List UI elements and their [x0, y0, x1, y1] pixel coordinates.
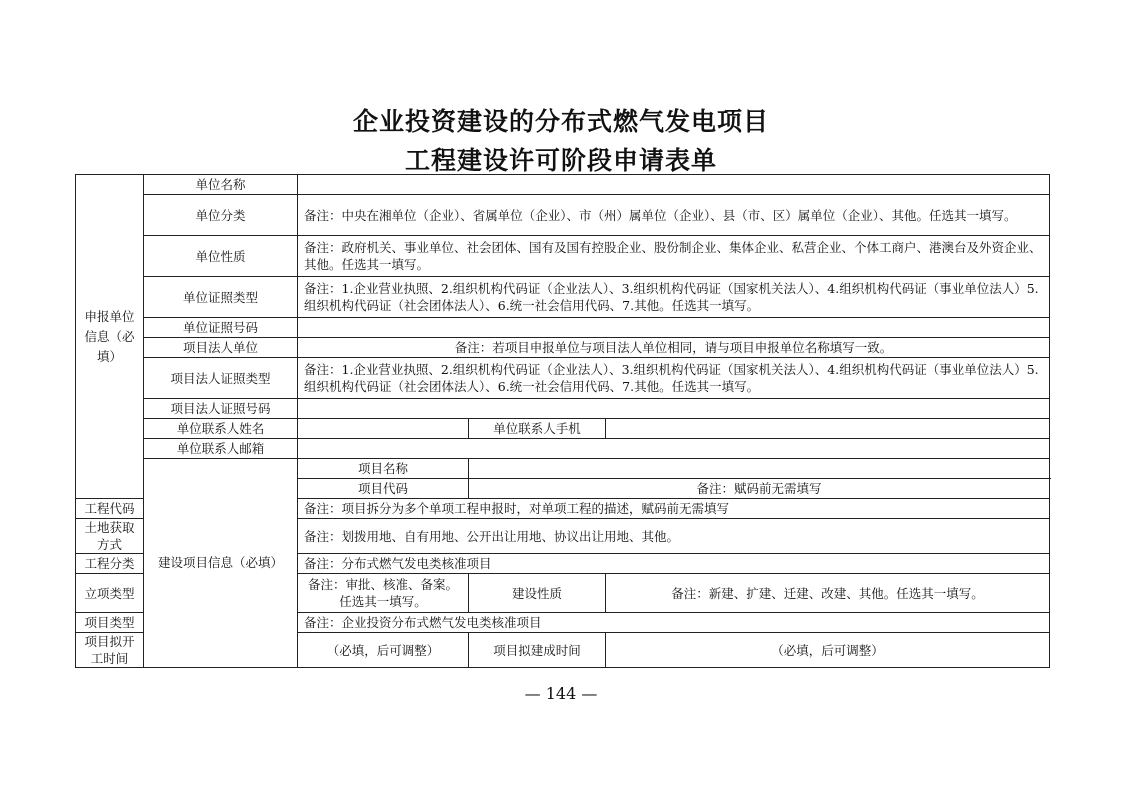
field-contact-email[interactable]: [298, 439, 1050, 459]
section-label-project: 建设项目信息（必填）: [144, 459, 298, 668]
note-land-method[interactable]: 备注：划拨用地、自有用地、公开出让用地、协议出让用地、其他。: [298, 519, 1050, 554]
page-number: — 144 —: [524, 684, 598, 703]
application-form-table: [75, 174, 1050, 668]
label-engineering-category: 工程分类: [76, 554, 144, 574]
label-unit-category: 单位分类: [144, 195, 298, 236]
table-row: [76, 318, 1050, 338]
section-label-applicant: 申报单位信息（必填）: [76, 175, 144, 499]
form-title-line1: 企业投资建设的分布式燃气发电项目: [352, 107, 769, 136]
label-start-time: 项目拟开工时间: [76, 633, 144, 668]
label-legal-cert-no: 项目法人证照号码: [144, 399, 298, 419]
label-contact-name: 单位联系人姓名: [144, 419, 298, 439]
field-unit-cert-no[interactable]: [298, 318, 1050, 338]
note-project-type[interactable]: 备注：企业投资分布式燃气发电类核准项目: [298, 613, 1050, 633]
table-row: [76, 439, 1050, 459]
field-contact-name[interactable]: [298, 419, 469, 439]
label-unit-nature: 单位性质: [144, 236, 298, 277]
table-row: [76, 175, 1050, 195]
label-project-name: 项目名称: [298, 459, 469, 479]
note-approval-type[interactable]: 备注：审批、核准、备案。任选其一填写。: [298, 574, 469, 613]
note-finish-time[interactable]: （必填，后可调整）: [606, 633, 1050, 668]
field-contact-phone[interactable]: [606, 419, 1050, 439]
table-row: [76, 338, 1050, 358]
note-unit-nature[interactable]: 备注：政府机关、事业单位、社会团体、国有及国有控股企业、股份制企业、集体企业、私营企业、个体工商户、港澳台及外资企业、其他。任选其一填写。: [298, 236, 1050, 277]
label-land-method: 土地获取方式: [76, 519, 144, 554]
label-engineering-code: 工程代码: [76, 499, 144, 519]
label-unit-cert-type: 单位证照类型: [144, 277, 298, 318]
label-unit-name: 单位名称: [144, 175, 298, 195]
note-project-code[interactable]: 备注：赋码前无需填写: [469, 479, 1050, 499]
table-row: [76, 399, 1050, 419]
label-contact-phone: 单位联系人手机: [469, 419, 606, 439]
field-project-name[interactable]: [469, 459, 1050, 479]
label-finish-time: 项目拟建成时间: [469, 633, 606, 668]
label-unit-cert-no: 单位证照号码: [144, 318, 298, 338]
label-legal-unit: 项目法人单位: [144, 338, 298, 358]
table-row: [76, 459, 1050, 479]
label-construction-nature: 建设性质: [469, 574, 606, 613]
table-row: [76, 236, 1050, 277]
note-legal-cert-type[interactable]: 备注：1.企业营业执照、2.组织机构代码证（企业法人）、3.组织机构代码证（国家机关法人）、4.组织机构代码证（事业单位法人）5.组织机构代码证（社会团体法人）、6.统一社会信用代码、7.其他。任选其一填写。: [298, 358, 1050, 399]
label-legal-cert-type: 项目法人证照类型: [144, 358, 298, 399]
note-unit-category[interactable]: 备注：中央在湘单位（企业）、省属单位（企业）、市（州）属单位（企业）、县（市、区）属单位（企业）、其他。任选其一填写。: [298, 195, 1050, 236]
table-row: [76, 195, 1050, 236]
note-unit-cert-type[interactable]: 备注：1.企业营业执照、2.组织机构代码证（企业法人）、3.组织机构代码证（国家机关法人）、4.组织机构代码证（事业单位法人）5.组织机构代码证（社会团体法人）、6.统一社会信用代码、7.其他。任选其一填写。: [298, 277, 1050, 318]
note-engineering-code[interactable]: 备注：项目拆分为多个单项工程申报时，对单项工程的描述，赋码前无需填写: [298, 499, 1050, 519]
field-unit-name[interactable]: [298, 175, 1050, 195]
note-legal-unit[interactable]: 备注：若项目申报单位与项目法人单位相同，请与项目申报单位名称填写一致。: [298, 338, 1050, 358]
note-construction-nature[interactable]: 备注：新建、扩建、迁建、改建、其他。任选其一填写。: [606, 574, 1050, 613]
note-engineering-category[interactable]: 备注：分布式燃气发电类核准项目: [298, 554, 1050, 574]
table-row: [76, 358, 1050, 399]
table-row: [76, 419, 1050, 439]
label-project-type: 项目类型: [76, 613, 144, 633]
label-project-code: 项目代码: [298, 479, 469, 499]
field-legal-cert-no[interactable]: [298, 399, 1050, 419]
label-contact-email: 单位联系人邮箱: [144, 439, 298, 459]
table-row: [76, 277, 1050, 318]
note-start-time[interactable]: （必填，后可调整）: [298, 633, 469, 668]
form-title-line2: 工程建设许可阶段申请表单: [404, 146, 717, 175]
label-approval-type: 立项类型: [76, 574, 144, 613]
